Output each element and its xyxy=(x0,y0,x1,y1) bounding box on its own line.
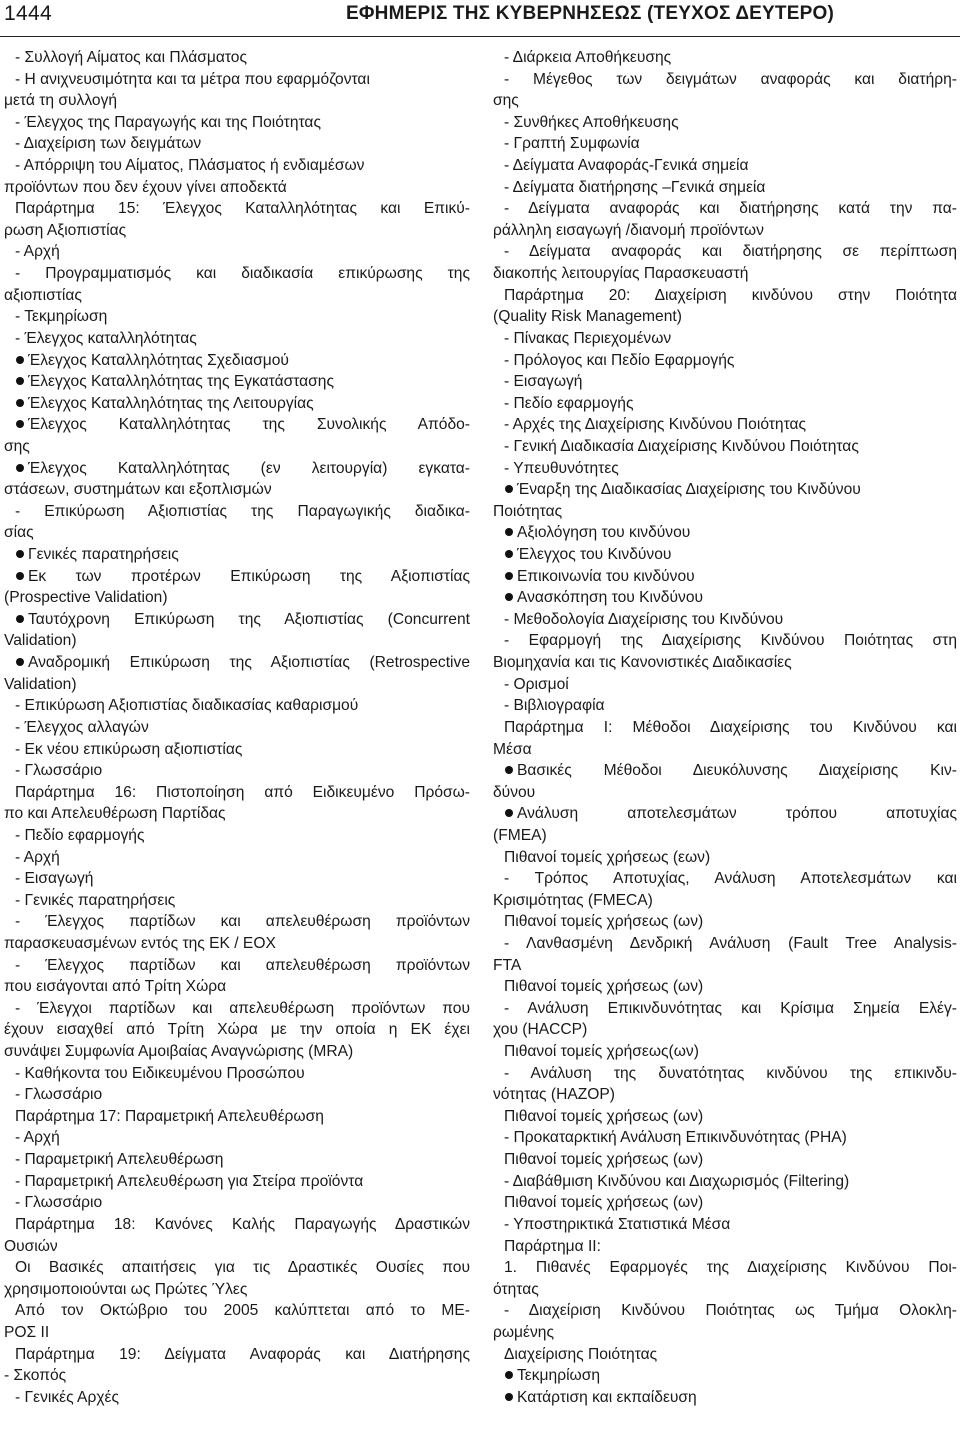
text-line: Παράρτημα ΙΙ: xyxy=(504,1237,601,1255)
text-line: Ουσιών xyxy=(4,1237,58,1255)
text-line: ΡΟΣ ΙΙ xyxy=(4,1323,50,1341)
text-line: - Επικύρωση Αξιοπιστίας διαδικασίας καθαρισμού xyxy=(15,697,359,715)
text-line: Πιθανοί τομείς χρήσεως (εων) xyxy=(504,848,711,866)
bullet-item: Αναδρομική Επικύρωση της Αξιοπιστίας (Retrospective xyxy=(4,652,470,674)
text-line: Παράρτημα 15: Έλεγχος Καταλληλότητας και Επικύ- xyxy=(15,200,470,218)
bullet-item: Τεκμηρίωση xyxy=(493,1365,957,1387)
text-line: - Δείγματα αναφοράς και διατήρησης σε περίπτωση xyxy=(504,243,957,261)
text-line: - Παραμετρική Απελευθέρωση για Στείρα προϊόντα xyxy=(15,1172,364,1190)
text-line: - Προκαταρκτική Ανάλυση Επικινδυνότητας (PHA) xyxy=(504,1129,847,1147)
text-line: - Διαχείριση των δειγμάτων xyxy=(15,135,202,153)
bullet-item: Έλεγχος Καταλληλότητας (εν λειτουργία) εγκατα- xyxy=(4,458,470,480)
gazette-title: ΕΦΗΜΕΡΙΣ ΤΗΣ ΚΥΒΕΡΝΗΣΕΩΣ (ΤΕΥΧΟΣ ΔΕΥΤΕΡΟ) xyxy=(346,3,834,24)
bullet-item: Έλεγχος Καταλληλότητας της Εγκατάστασης xyxy=(4,371,470,393)
text-line: - Υποστηρικτικά Στατιστικά Μέσα xyxy=(504,1215,731,1233)
text-line: έχουν εισαχθεί από Τρίτη Χώρα με την οποία η ΕΚ έχει xyxy=(4,1021,470,1039)
text-line: Παράρτημα 16: Πιστοποίηση από Ειδικευμένο Πρόσω- xyxy=(15,783,470,801)
text-line: - Ανάλυση της δυνατότητας κινδύνου της επικινδυ- xyxy=(504,1064,957,1082)
text-line: Οι Βασικές απαιτήσεις για τις Δραστικές Ουσίες που xyxy=(15,1259,470,1277)
text-line: Κρισιμότητας (FMECA) xyxy=(493,891,653,909)
text-line: σης xyxy=(4,437,30,455)
text-line: ρωση Αξιοπιστίας xyxy=(4,221,127,239)
text-line: - Καθήκοντα του Ειδικευμένου Προσώπου xyxy=(15,1064,305,1082)
bullet-item: Έλεγχος του Κινδύνου xyxy=(493,544,957,566)
text-line: - Διάρκεια Αποθήκευσης xyxy=(504,49,672,66)
text-line: - Διαβάθμιση Κινδύνου και Διαχωρισμός (Filtering) xyxy=(504,1172,850,1190)
text-line: ράλληλη εισαγωγή /διανομή προϊόντων xyxy=(493,221,764,239)
text-line: διακοπής λειτουργίας Παρασκευαστή xyxy=(493,265,749,283)
bullet-item: Βασικές Μέθοδοι Διευκόλυνσης Διαχείρισης Κιν- xyxy=(493,760,957,782)
text-line: 1. Πιθανές Εφαρμογές της Διαχείρισης Κινδύνου Ποι- xyxy=(504,1259,957,1277)
text-line: ρωμένης xyxy=(493,1323,554,1341)
text-line: Μέσα xyxy=(493,740,532,758)
bullet-item: Αξιολόγηση του κινδύνου xyxy=(493,522,957,544)
bullet-item: Εκ των προτέρων Επικύρωση της Αξιοπιστίας xyxy=(4,566,470,588)
text-line: Παράρτημα 17: Παραμετρική Απελευθέρωση xyxy=(15,1107,324,1125)
text-line: - Γλωσσάριο xyxy=(15,762,103,780)
text-line: - Έλεγχος παρτίδων και απελευθέρωση προϊόντων xyxy=(15,913,470,931)
text-line: FTA xyxy=(493,956,522,974)
text-line: - Γραπτή Συμφωνία xyxy=(504,135,640,153)
text-line: (Prospective Validation) xyxy=(4,589,168,607)
text-line: - Λανθασμένη Δενδρική Ανάλυση (Fault Tree Analysis- xyxy=(504,934,957,952)
text-line: Παράρτημα 20: Διαχείριση κινδύνου στην Ποιότητα xyxy=(504,286,957,304)
text-line: - Αρχή xyxy=(15,243,60,261)
text-line: Βιομηχανία και τις Κανονιστικές Διαδικασίες xyxy=(493,654,792,672)
text-line: πο και Απελευθέρωση Παρτίδας xyxy=(4,805,226,823)
bullet-item: Γενικές παρατηρήσεις xyxy=(4,544,470,566)
text-line: - Μεθοδολογία Διαχείρισης του Κινδύνου xyxy=(504,610,784,628)
text-line: - Δείγματα διατήρησης –Γενικά σημεία xyxy=(504,178,766,196)
text-line: Πιθανοί τομείς χρήσεως (ων) xyxy=(504,978,704,996)
text-line: - Δείγματα Αναφοράς-Γενικά σημεία xyxy=(504,157,749,175)
text-line: - Διαχείριση Κινδύνου Ποιότητας ως Τμήμα Ολοκλη- xyxy=(504,1302,957,1320)
text-line: σίας xyxy=(4,524,34,542)
text-line: χρησιμοποιούνται ως Πρώτες Ύλες xyxy=(4,1280,248,1298)
page-number: 1444 xyxy=(4,2,52,25)
text-line: - Παραμετρική Απελευθέρωση xyxy=(15,1151,224,1169)
text-line: Πιθανοί τομείς χρήσεως (ων) xyxy=(504,1151,704,1169)
text-line: - Έλεγχοι παρτίδων και απελευθέρωση προϊόντων που xyxy=(15,999,470,1017)
text-line: Validation) xyxy=(4,632,77,650)
bullet-item: Έλεγχος Καταλληλότητας Σχεδιασμού xyxy=(4,350,470,372)
text-line: - Αρχή xyxy=(15,1129,60,1147)
text-line: - Απόρριψη του Αίματος, Πλάσματος ή ενδιαμέσων xyxy=(15,157,365,175)
bullet-item: Ανάλυση αποτελεσμάτων τρόπου αποτυχίας xyxy=(493,803,957,825)
text-line: - Υπευθυνότητες xyxy=(504,459,619,477)
text-line: - Η ανιχνευσιμότητα και τα μέτρα που εφαρμόζονται xyxy=(15,70,370,88)
text-line: αξιοπιστίας xyxy=(4,286,82,304)
text-line: (Quality Risk Management) xyxy=(493,308,682,326)
text-line: δύνου xyxy=(493,783,536,801)
text-line: - Εφαρμογή της Διαχείρισης Κινδύνου Ποιότητας στη xyxy=(504,632,957,650)
text-line: ότητας xyxy=(493,1280,539,1298)
text-line: Πιθανοί τομείς χρήσεως (ων) xyxy=(504,913,704,931)
text-line: μετά τη συλλογή xyxy=(4,92,118,110)
text-line: συνάψει Συμφωνία Αμοιβαίας Αναγνώρισης (MRA) xyxy=(4,1043,354,1061)
text-line: προϊόντων που δεν έχουν γίνει αποδεκτά xyxy=(4,178,287,196)
text-line: σης xyxy=(493,92,519,110)
text-line: - Γενική Διαδικασία Διαχείρισης Κινδύνου Ποιότητας xyxy=(504,437,859,455)
bullet-item: Επικοινωνία του κινδύνου xyxy=(493,566,957,588)
text-line: - Αρχές της Διαχείρισης Κινδύνου Ποιότητας xyxy=(504,416,807,434)
text-line: Πιθανοί τομείς χρήσεως (ων) xyxy=(504,1194,704,1212)
text-line: - Ανάλυση Επικινδυνότητας και Κρίσιμα Σημεία Ελέγ- xyxy=(504,999,957,1017)
text-line: - Συνθήκες Αποθήκευσης xyxy=(504,113,679,131)
text-line: - Πίνακας Περιεχομένων xyxy=(504,329,672,347)
text-line: Validation) xyxy=(4,675,77,693)
text-line: - Ορισμοί xyxy=(504,675,569,693)
text-line: νότητας (HAZOP) xyxy=(493,1086,615,1104)
text-line: - Έλεγχος της Παραγωγής και της Ποιότητας xyxy=(15,113,321,131)
text-line: - Τεκμηρίωση xyxy=(15,308,108,326)
page-header xyxy=(0,0,960,37)
text-line: - Εκ νέου επικύρωση αξιοπιστίας xyxy=(15,740,243,758)
text-line: - Πεδίο εφαρμογής xyxy=(15,826,145,844)
text-line: - Προγραμματισμός και διαδικασία επικύρωσης της xyxy=(15,265,470,283)
text-line: - Εισαγωγή xyxy=(504,373,583,391)
text-line: - Γενικές Αρχές xyxy=(15,1388,119,1406)
text-line: (FMEA) xyxy=(493,826,547,844)
text-line: Παράρτημα Ι: Μέθοδοι Διαχείρισης του Κινδύνου και xyxy=(504,718,957,736)
text-line: - Πεδίο εφαρμογής xyxy=(504,394,634,412)
text-line: - Πρόλογος και Πεδίο Εφαρμογής xyxy=(504,351,735,369)
right-column xyxy=(493,47,957,1427)
text-line: χου (HACCP) xyxy=(493,1021,588,1039)
text-line: που εισάγονται από Τρίτη Χώρα xyxy=(4,978,227,996)
text-line: Πιθανοί τομείς χρήσεως (ων) xyxy=(504,1107,704,1125)
left-column xyxy=(4,47,470,1427)
text-line: - Δείγματα αναφοράς και διατήρησης κατά την πα- xyxy=(504,200,957,218)
text-line: - Γλωσσάριο xyxy=(15,1086,103,1104)
bullet-item: Έλεγχος Καταλληλότητας της Συνολικής Απόδο- xyxy=(4,414,470,436)
bullet-item: Ανασκόπηση του Κινδύνου xyxy=(493,587,957,609)
text-line: - Μέγεθος των δειγμάτων αναφοράς και διατήρη- xyxy=(504,70,957,88)
text-line: στάσεων, συστημάτων και εξοπλισμών xyxy=(4,481,272,499)
bullet-item: Έναρξη της Διαδικασίας Διαχείρισης του Κινδύνου xyxy=(493,479,957,501)
text-line: - Τρόπος Αποτυχίας, Ανάλυση Αποτελεσμάτων και xyxy=(504,870,957,888)
text-line: Παράρτημα 19: Δείγματα Αναφοράς και Διατήρησης xyxy=(15,1345,470,1363)
text-line: - Γλωσσάριο xyxy=(15,1194,103,1212)
text-line: παρασκευασμένων εντός της ΕΚ / ΕΟΧ xyxy=(4,934,276,952)
text-line: - Βιβλιογραφία xyxy=(504,697,605,715)
text-line: - Εισαγωγή xyxy=(15,870,94,888)
text-line: - Έλεγχος αλλαγών xyxy=(15,718,149,736)
text-line: - Γενικές παρατηρήσεις xyxy=(15,891,176,909)
text-line: - Συλλογή Αίματος και Πλάσματος xyxy=(15,49,247,66)
text-line: Από τον Οκτώβριο του 2005 καλύπτεται από το ΜΕ- xyxy=(15,1302,470,1320)
bullet-item: Ταυτόχρονη Επικύρωση της Αξιοπιστίας (Concurrent xyxy=(4,609,470,631)
bullet-item: Κατάρτιση και εκπαίδευση xyxy=(493,1387,957,1409)
text-line: - Επικύρωση Αξιοπιστίας της Παραγωγικής διαδικα- xyxy=(15,502,470,520)
text-line: - Σκοπός xyxy=(4,1367,67,1385)
text-line: - Αρχή xyxy=(15,848,60,866)
text-line: Διαχείρισης Ποιότητας xyxy=(504,1345,658,1363)
text-line: - Έλεγχος καταλληλότητας xyxy=(15,329,197,347)
text-line: Ποιότητας xyxy=(493,502,563,520)
text-line: - Έλεγχος παρτίδων και απελευθέρωση προϊόντων xyxy=(15,956,470,974)
text-line: Παράρτημα 18: Κανόνες Καλής Παραγωγής Δραστικών xyxy=(15,1215,470,1233)
text-line: Πιθανοί τομείς χρήσεως(ων) xyxy=(504,1043,699,1061)
bullet-item: Έλεγχος Καταλληλότητας της Λειτουργίας xyxy=(4,393,470,415)
